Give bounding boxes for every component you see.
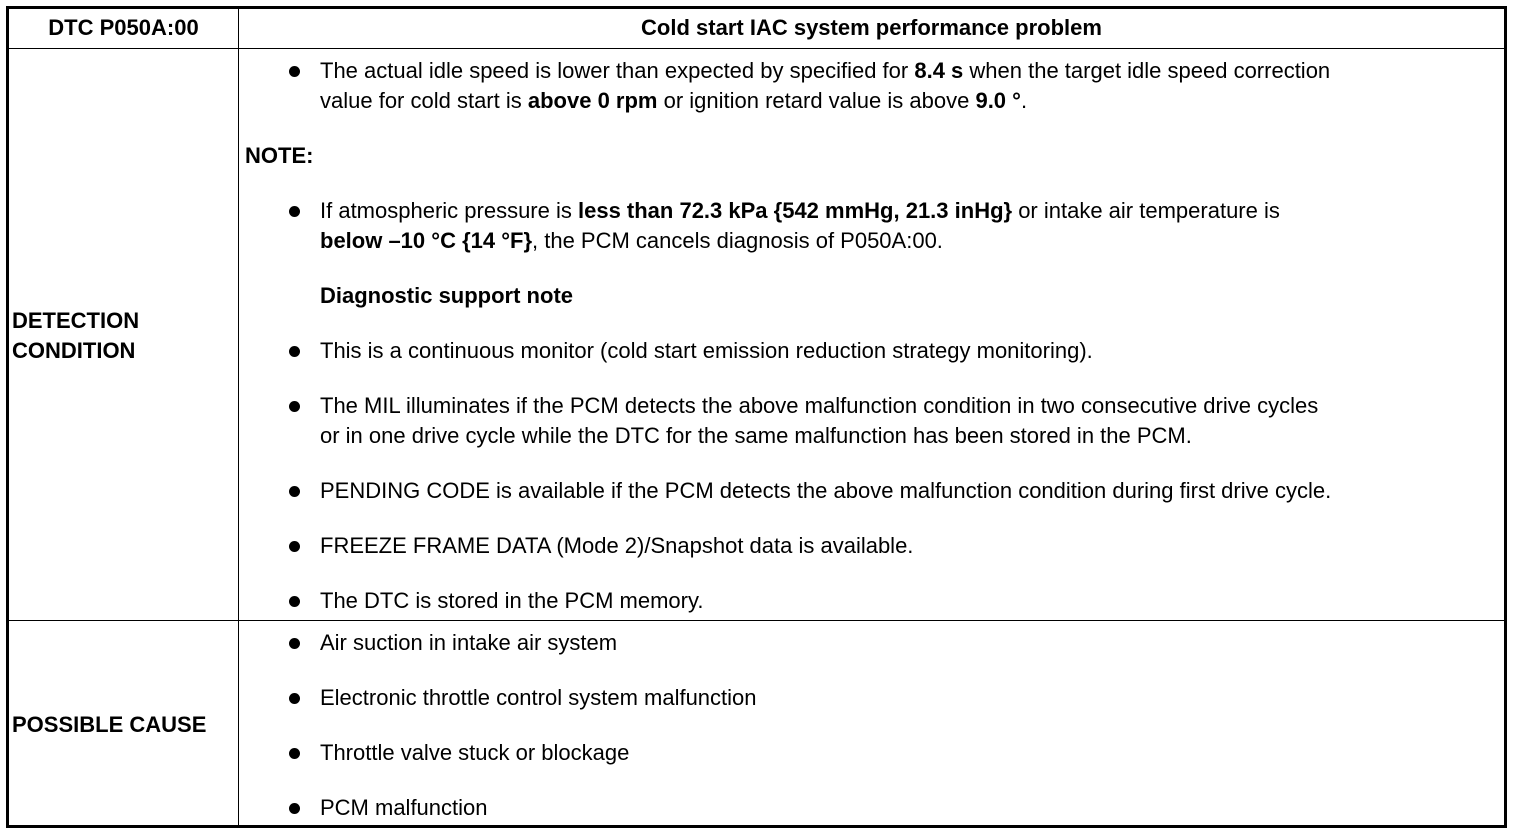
bullet-icon <box>289 206 300 217</box>
support-note-label: Diagnostic support note <box>320 283 573 308</box>
bullet-icon <box>289 541 300 552</box>
dtc-title: Cold start IAC system performance problem <box>641 15 1102 40</box>
column-divider <box>238 6 239 828</box>
note-item-line1: If atmospheric pressure is less than 72.3 kPa {542 mmHg, 21.3 inHg} or intake air temperature is <box>320 198 1280 223</box>
section-row-divider <box>6 620 1507 621</box>
bullet-icon <box>289 803 300 814</box>
support-item-1: This is a continuous monitor (cold start emission reduction strategy monitoring). <box>320 338 1093 363</box>
bullet-icon <box>289 66 300 77</box>
cause-item-3: Throttle valve stuck or blockage <box>320 740 630 765</box>
bullet-icon <box>289 748 300 759</box>
bullet-icon <box>289 486 300 497</box>
detection-condition-label-line1: DETECTION <box>12 308 140 333</box>
bullet-icon <box>289 596 300 607</box>
possible-cause-label: POSSIBLE CAUSE <box>12 712 207 737</box>
note-item-line2: below –10 °C {14 °F}, the PCM cancels diagnosis of P050A:00. <box>320 228 943 253</box>
support-item-4: FREEZE FRAME DATA (Mode 2)/Snapshot data is available. <box>320 533 914 558</box>
support-item-2-line2: or in one drive cycle while the DTC for the same malfunction has been stored in the PCM. <box>320 423 1192 448</box>
dtc-code: DTC P050A:00 <box>48 15 199 40</box>
detection-item-1-line2: value for cold start is above 0 rpm or ignition retard value is above 9.0 °. <box>320 88 1028 113</box>
bullet-icon <box>289 346 300 357</box>
detection-condition-label-line2: CONDITION <box>12 338 136 363</box>
bullet-icon <box>289 638 300 649</box>
cause-item-2: Electronic throttle control system malfunction <box>320 685 757 710</box>
support-item-5: The DTC is stored in the PCM memory. <box>320 588 704 613</box>
bullet-icon <box>289 693 300 704</box>
note-label: NOTE: <box>245 143 314 168</box>
bullet-icon <box>289 401 300 412</box>
support-item-2-line1: The MIL illuminates if the PCM detects the above malfunction condition in two consecutive drive cycles <box>320 393 1319 418</box>
support-item-3: PENDING CODE is available if the PCM detects the above malfunction condition during first drive cycle. <box>320 478 1332 503</box>
cause-item-4: PCM malfunction <box>320 795 488 820</box>
header-row-divider <box>6 48 1507 49</box>
cause-item-1: Air suction in intake air system <box>320 630 618 655</box>
detection-item-1-line1: The actual idle speed is lower than expected by specified for 8.4 s when the target idle speed correction <box>320 58 1331 83</box>
